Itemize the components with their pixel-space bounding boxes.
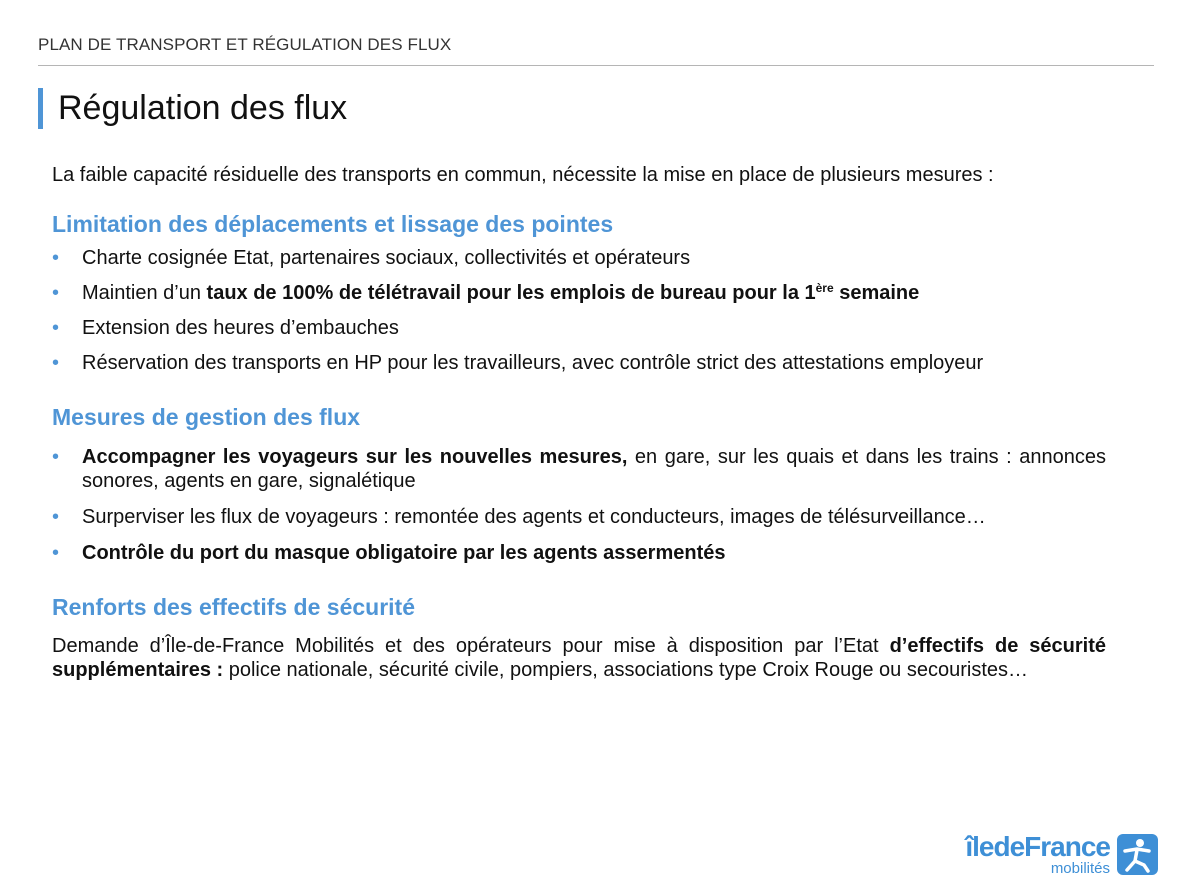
paragraph-text: police nationale, sécurité civile, pompiers, associations type Croix Rouge ou secouristes… (223, 659, 1029, 681)
renforts-paragraph (52, 634, 1106, 682)
bullet-icon: • (52, 282, 60, 304)
list-item (52, 281, 1106, 305)
list-item-text: en gare, sur les quais et dans les trains : annonces sonores, agents en gare, signalétique (82, 446, 1107, 492)
list-item (52, 351, 1106, 375)
list-item (52, 541, 1106, 565)
list-item (52, 246, 1106, 270)
header-divider (38, 65, 1154, 66)
bullet-icon: • (52, 247, 60, 269)
bullet-icon: • (52, 446, 60, 468)
list-item (52, 316, 1106, 340)
list-item-text: Réservation des transports en HP pour les travailleurs, avec contrôle strict des attestations employeur (82, 352, 984, 374)
list-item (52, 445, 1106, 493)
bullet-icon: • (52, 506, 60, 528)
idfm-logo (948, 832, 1158, 878)
list-item-bold-text: Accompagner les voyageurs sur les nouvelles mesures, (82, 446, 628, 468)
paragraph-bold-text: d’effectifs de sécurité supplémentaires : (52, 635, 1107, 681)
bullet-icon: • (52, 317, 60, 339)
list-item-text: Extension des heures d’embauches (82, 317, 399, 339)
limitation-list (52, 246, 1106, 375)
paragraph-text: Demande d’Île-de-France Mobilités et des opérateurs pour mise à disposition par l’Etat (52, 635, 890, 657)
section-heading-limitation: Limitation des déplacements et lissage des pointes (52, 211, 614, 237)
slide-content (52, 163, 1106, 682)
list-item-bold-text: semaine (833, 282, 920, 304)
logo-wordmark: îledeFrance (965, 831, 1110, 862)
title-accent-bar (38, 88, 43, 129)
header-title: PLAN DE TRANSPORT ET RÉGULATION DES FLUX (38, 35, 452, 54)
intro-paragraph: La faible capacité résiduelle des transports en commun, nécessite la mise en place de plusieurs mesures : (52, 164, 994, 186)
walking-person-icon (1117, 834, 1158, 875)
section-heading-gestion: Mesures de gestion des flux (52, 404, 361, 430)
bullet-icon: • (52, 542, 60, 564)
bullet-icon: • (52, 352, 60, 374)
list-item-text: Charte cosignée Etat, partenaires sociaux, collectivités et opérateurs (82, 247, 691, 269)
ordinal-superscript: ère (815, 281, 834, 295)
logo-subtitle: mobilités (1050, 860, 1110, 877)
page-title: Régulation des flux (58, 89, 348, 127)
gestion-list (52, 445, 1106, 565)
list-item-bold-text: taux de 100% de télétravail pour les emplois de bureau pour la 1 (206, 282, 816, 304)
section-heading-renforts: Renforts des effectifs de sécurité (52, 594, 416, 620)
list-item-bold-text: Contrôle du port du masque obligatoire par les agents assermentés (82, 542, 726, 564)
list-item-text: Maintien d’un (82, 282, 207, 304)
list-item-text: Surperviser les flux de voyageurs : remontée des agents et conducteurs, images de télésurveillance… (82, 506, 986, 528)
list-item (52, 505, 1106, 529)
